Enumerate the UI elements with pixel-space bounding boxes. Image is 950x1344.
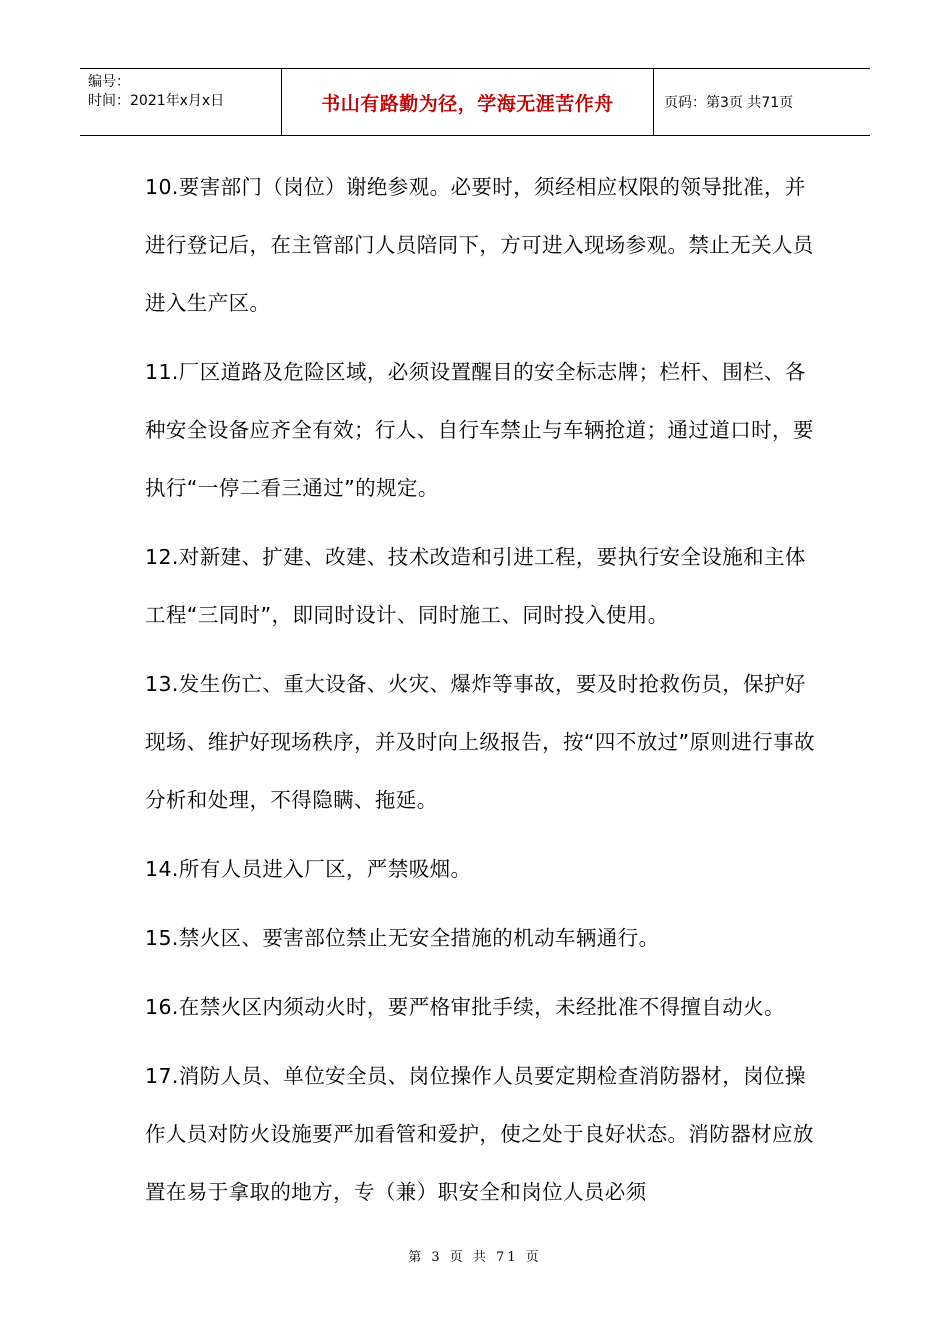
paragraph-17: 17.消防人员、单位安全员、岗位操作人员要定期检查消防器材，岗位操作人员对防火设施要严加看管和爱护，使之处于良好状态。消防器材应放置在易于拿取的地方，专（兼）职安全和岗位人员必须 [145,1064,814,1204]
document-number-label: 编号： [88,74,130,90]
page-header [80,68,870,136]
paragraph-13: 13.发生伤亡、重大设备、火灾、爆炸等事故，要及时抢救伤员，保护好现场、维护好现场秩序，并及时向上级报告，按“四不放过”原则进行事故分析和处理，不得隐瞒、拖延。 [145,672,815,812]
header-meta-cell [80,69,282,135]
paragraph-10: 10.要害部门（岗位）谢绝参观。必要时，须经相应权限的领导批准，并进行登记后，在主管部门人员陪同下，方可进入现场参观。禁止无关人员进入生产区。 [145,175,814,315]
header-page-info: 页码：第3页 共71页 [664,95,794,111]
header-motto-cell [282,69,654,135]
paragraph-16: 16.在禁火区内须动火时，要严格审批手续，未经批准不得擅自动火。 [145,995,785,1019]
paragraph-15: 15.禁火区、要害部位禁止无安全措施的机动车辆通行。 [145,926,660,950]
header-motto: 书山有路勤为径，学海无涯苦作舟 [321,92,614,115]
document-date: 时间：2021年x月x日 [88,93,225,109]
paragraph-12: 12.对新建、扩建、改建、技术改造和引进工程，要执行安全设施和主体工程“三同时”，即同时设计、同时施工、同时投入使用。 [145,545,806,627]
paragraph-14: 14.所有人员进入厂区，严禁吸烟。 [145,857,472,881]
header-page-cell [654,69,870,135]
page-footer [0,1246,950,1265]
document-body [145,158,825,1232]
paragraph-11: 11.厂区道路及危险区域，必须设置醒目的安全标志牌；栏杆、围栏、各种安全设备应齐全有效；行人、自行车禁止与车辆抢道；通过道口时，要执行“一停二看三通过”的规定。 [145,360,814,500]
footer-page-number: 第 3 页 共 71 页 [408,1250,542,1265]
